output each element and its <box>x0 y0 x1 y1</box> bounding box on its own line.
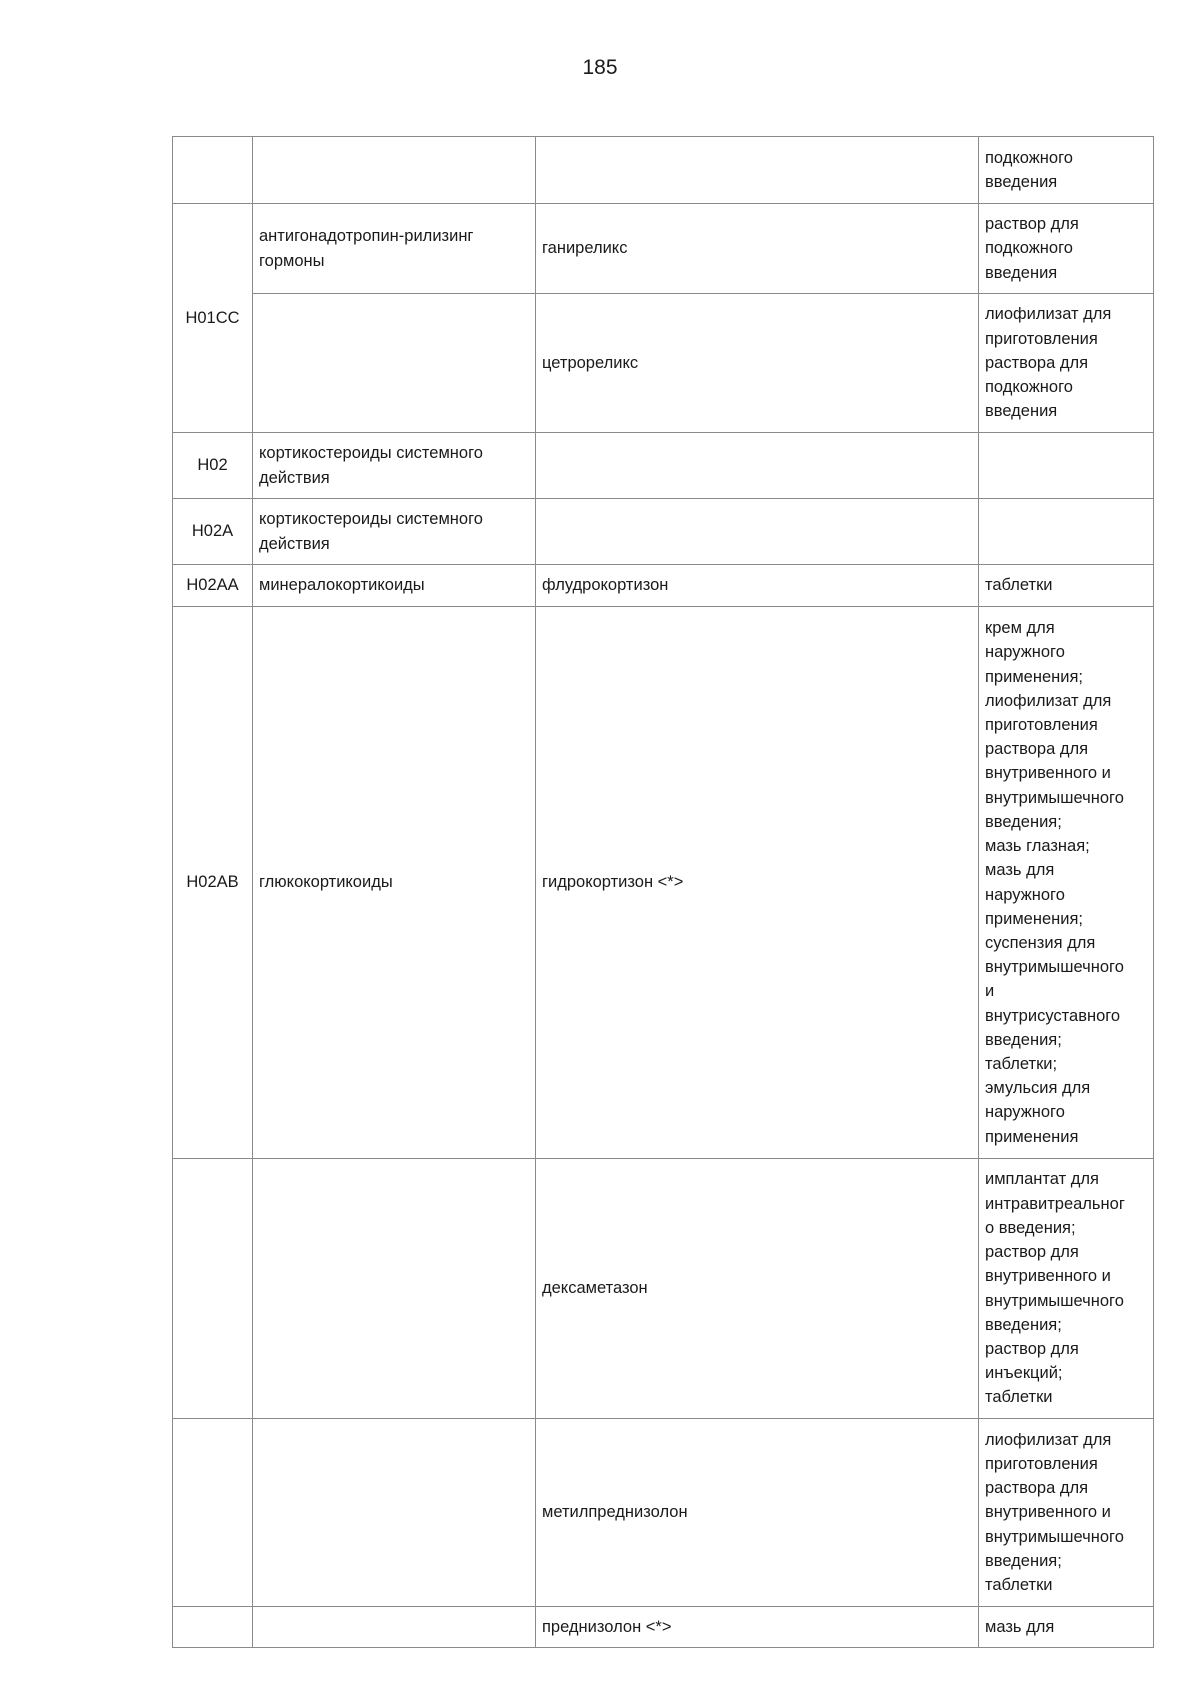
atc-code-cell: H02A <box>173 499 253 565</box>
atc-code-cell <box>173 137 253 204</box>
drug-table <box>172 136 1154 1648</box>
atc-code-cell <box>173 1419 253 1607</box>
drug-cell: флудрокортизон <box>536 565 979 607</box>
table-row <box>173 607 1154 1159</box>
atc-code-cell: H02AB <box>173 607 253 1159</box>
group-cell <box>253 1159 536 1419</box>
page-number: 185 <box>582 56 618 79</box>
drug-cell <box>536 433 979 499</box>
dosage-forms-cell: подкожного введения <box>979 137 1154 204</box>
table-row <box>173 565 1154 607</box>
group-cell: антигонадотропин-рилизинг гормоны <box>253 204 536 294</box>
dosage-forms-cell: имплантат для интравитреальног о введения; раствор для внутривенного и внутримышечного введения; раствор для инъекций; таблетки <box>979 1159 1154 1419</box>
dosage-forms-cell: лиофилизат для приготовления раствора для внутривенного и внутримышечного введения; таблетки <box>979 1419 1154 1607</box>
table-row <box>173 294 1154 433</box>
table-row <box>173 1159 1154 1419</box>
atc-code-cell <box>173 1159 253 1419</box>
dosage-forms-cell: раствор для подкожного введения <box>979 204 1154 294</box>
atc-code-cell: H01CC <box>173 204 253 433</box>
table-row <box>173 433 1154 499</box>
group-cell: глюкокортикоиды <box>253 607 536 1159</box>
group-cell <box>253 1419 536 1607</box>
drug-cell <box>536 499 979 565</box>
atc-code-cell: H02AA <box>173 565 253 607</box>
drug-cell: цетрореликс <box>536 294 979 433</box>
dosage-forms-cell <box>979 433 1154 499</box>
group-cell <box>253 294 536 433</box>
drug-cell: ганиреликс <box>536 204 979 294</box>
group-cell <box>253 137 536 204</box>
dosage-forms-cell: мазь для <box>979 1607 1154 1648</box>
drug-cell: преднизолон <*> <box>536 1607 979 1648</box>
dosage-forms-cell <box>979 499 1154 565</box>
group-cell: кортикостероиды системного действия <box>253 499 536 565</box>
table-row <box>173 499 1154 565</box>
dosage-forms-cell: крем для наружного применения; лиофилизат для приготовления раствора для внутривенного и внутримышечного введения; мазь глазная; мазь для наружного применения; суспензия для внутримышечного и внутрисуставного введения; таблетки; эмульсия для наружного применения <box>979 607 1154 1159</box>
atc-code-cell <box>173 1607 253 1648</box>
dosage-forms-cell: лиофилизат для приготовления раствора для подкожного введения <box>979 294 1154 433</box>
drug-cell: метилпреднизолон <box>536 1419 979 1607</box>
group-cell: минералокортикоиды <box>253 565 536 607</box>
table-row <box>173 204 1154 294</box>
table-row <box>173 1419 1154 1607</box>
drug-cell: дексаметазон <box>536 1159 979 1419</box>
dosage-forms-cell: таблетки <box>979 565 1154 607</box>
group-cell: кортикостероиды системного действия <box>253 433 536 499</box>
drug-cell: гидрокортизон <*> <box>536 607 979 1159</box>
table-row <box>173 1607 1154 1648</box>
group-cell <box>253 1607 536 1648</box>
table-row <box>173 137 1154 204</box>
drug-cell <box>536 137 979 204</box>
atc-code-cell: H02 <box>173 433 253 499</box>
